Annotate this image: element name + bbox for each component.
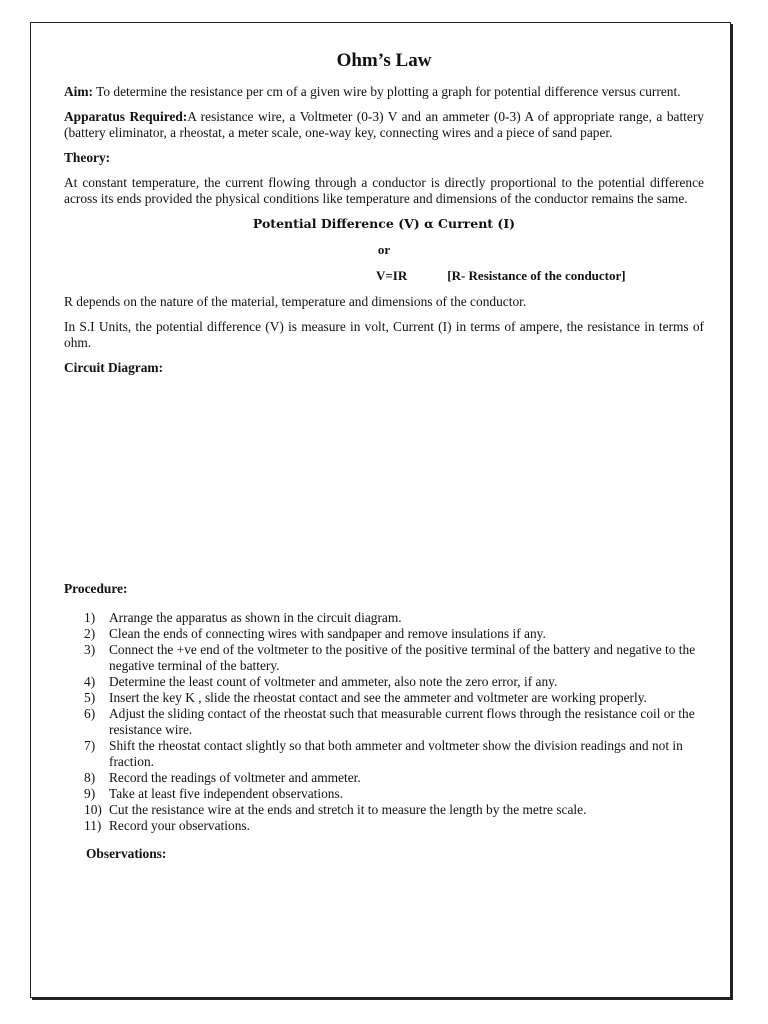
- procedure-step: 1) Arrange the apparatus as shown in the circuit diagram.: [84, 610, 402, 625]
- procedure-step: 6) Adjust the sliding contact of the rheostat such that measurable current flows through the resistance coil or the resistance wire.: [84, 706, 695, 737]
- equation-note: [R- Resistance of the conductor]: [447, 268, 626, 283]
- procedure-step: 9) Take at least five independent observations.: [84, 786, 344, 801]
- ohms-law-equation: [376, 268, 704, 284]
- procedure-step: 11) Record your observations.: [84, 818, 250, 833]
- apparatus-text: A resistance wire, a Voltmeter (0-3) V and an ammeter (0-3) A of appropriate range, a battery (battery eliminator, a rheostat, a meter scale, one-way key, connecting wires and a piece of sand paper.: [64, 109, 704, 140]
- circuit-diagram-heading: Circuit Diagram:: [64, 360, 164, 375]
- proportionality-formula: Potential Difference (V) α Current (I): [252, 216, 516, 231]
- apparatus-label: Apparatus Required:: [64, 109, 188, 124]
- si-units-paragraph: In S.I Units, the potential difference (V) is measure in volt, Current (I) in terms of ampere, the resistance in terms of ohm.: [64, 319, 704, 350]
- procedure-step: 5) Insert the key K , slide the rheostat contact and see the ammeter and voltmeter are working properly.: [84, 690, 647, 705]
- apparatus-paragraph: [64, 109, 704, 141]
- equation-text: V=IR: [376, 268, 408, 283]
- document-body: [64, 50, 704, 862]
- observations-heading: Observations:: [86, 846, 167, 861]
- aim-label: Aim:: [64, 84, 94, 99]
- procedure-step: 4) Determine the least count of voltmeter and ammeter, also note the zero error, if any.: [84, 674, 558, 689]
- procedure-step: 8) Record the readings of voltmeter and ammeter.: [84, 770, 361, 785]
- procedure-heading: Procedure:: [64, 581, 128, 596]
- aim-paragraph: [64, 84, 704, 100]
- page-title: Ohm’s Law: [336, 50, 432, 71]
- theory-paragraph: At constant temperature, the current flowing through a conductor is directly proportional to the potential difference across its ends provided the physical conditions like temperature and dimensions of the conductor remains the same.: [64, 175, 704, 206]
- procedure-step: 3) Connect the +ve end of the voltmeter to the positive of the positive terminal of the battery and negative to the negative terminal of the battery.: [84, 642, 696, 673]
- aim-text: To determine the resistance per cm of a given wire by plotting a graph for potential difference versus current.: [93, 84, 681, 99]
- procedure-step: 2) Clean the ends of connecting wires with sandpaper and remove insulations if any.: [84, 626, 546, 641]
- procedure-step: 7) Shift the rheostat contact slightly so that both ammeter and voltmeter show the division readings and not in fraction.: [84, 738, 683, 769]
- or-text: or: [377, 242, 391, 257]
- circuit-diagram-space: [64, 385, 704, 581]
- procedure-step: 10) Cut the resistance wire at the ends and stretch it to measure the length by the metre scale.: [84, 802, 587, 817]
- theory-heading: Theory:: [64, 150, 111, 165]
- procedure-list: [64, 610, 704, 834]
- r-depends-paragraph: R depends on the nature of the material, temperature and dimensions of the conductor.: [64, 294, 527, 309]
